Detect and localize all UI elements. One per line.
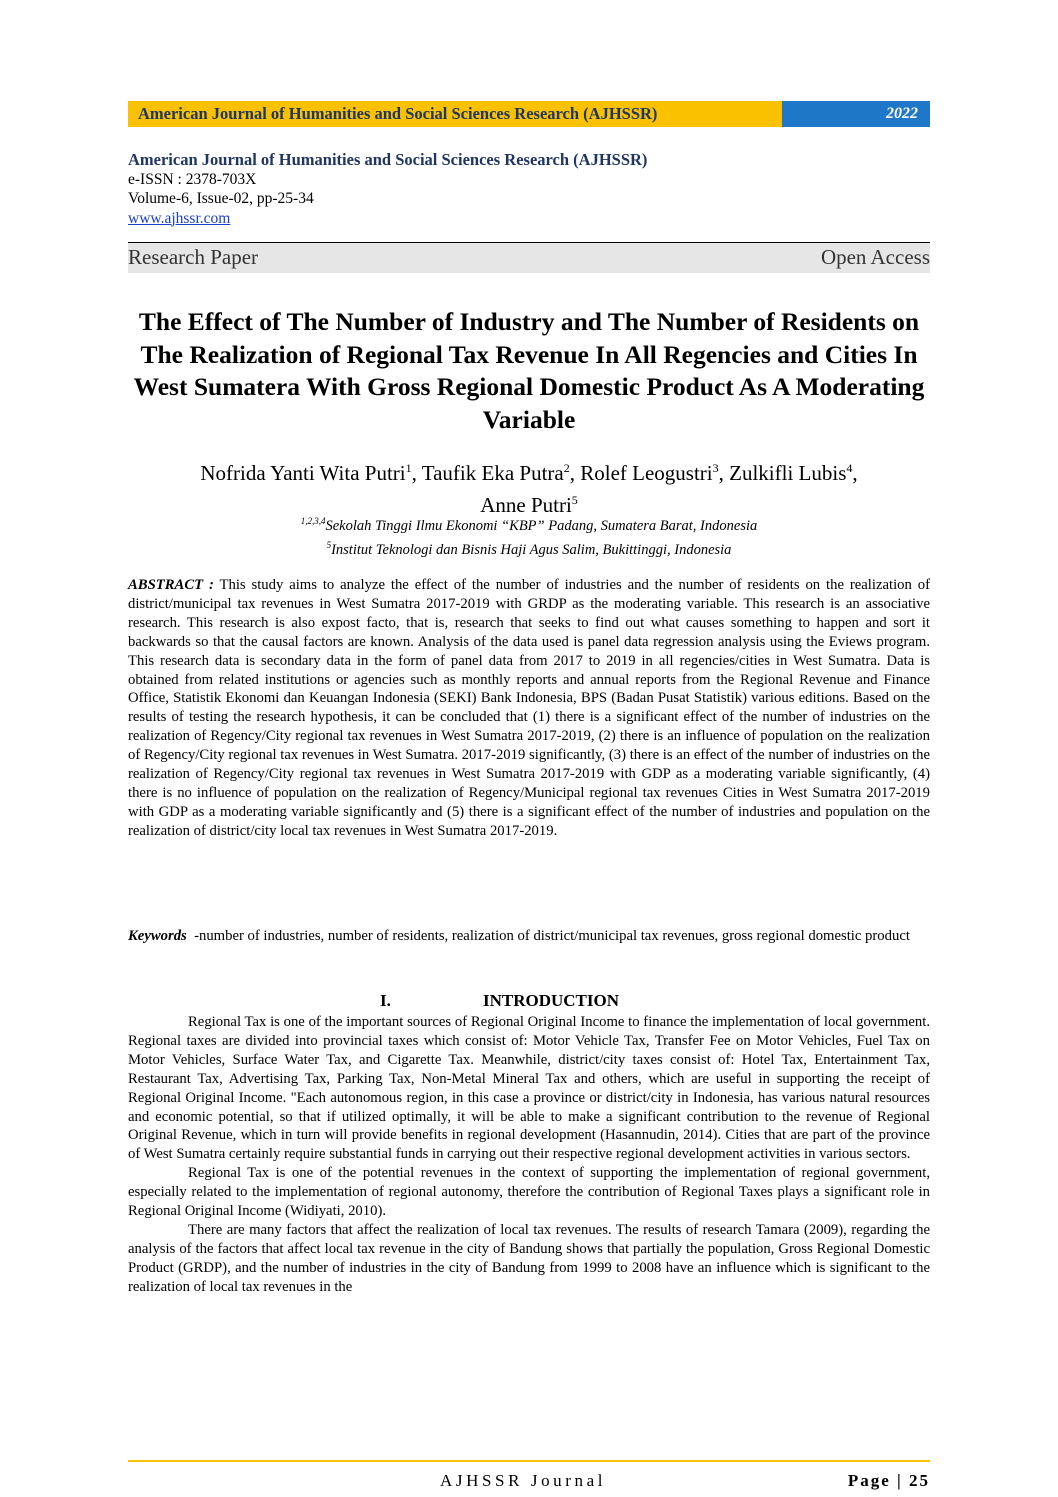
issn: e-ISSN : 2378-703X — [128, 170, 257, 188]
paragraph: There are many factors that affect the realization of local tax revenues. The results of research Tamara (2009), regarding the analysis of the factors that affect local tax revenue in the city of Bandung shows that partially the population, Gross Regional Domestic Product (GRDP), and the number of industries in the city of Bandung from 1999 to 2008 have an influence which is significant to the realization of local tax revenues in the — [128, 1221, 930, 1295]
author-separator: , — [852, 461, 858, 485]
author-separator: , — [411, 461, 422, 485]
abstract-text: This study aims to analyze the effect of the number of industries and the number of residents on the realization of district/municipal tax revenues in West Sumatra 2017-2019 with GRDP as the moderating variable. This research is an associative research. This research is also expost facto, that is, research that seeks to find out what causes something to happen and sort it backwards so that the causal factors are known. Analysis of the data used is panel data regression analysis using the Eviews program. This research data is secondary data in the form of panel data from 2017 to 2019 in all regencies/cities in West Sumatra. Data is obtained from related institutions or agencies such as monthly reports and annual reports from the Regional Revenue and Finance Office, Statistik Ekonomi dan Keuangan Indonesia (SEKI) Bank Indonesia, BPS (Badan Pusat Statistik) various editions. Based on the results of testing the research hypothesis, it can be concluded that (1) there is a significant effect of the number of industries on the realization of Regency/City regional tax revenues in West Sumatra 2017-2019, (2) there is an influence of population on the realization of Regency/City regional tax revenues in West Sumatra. 2017-2019 significantly, (3) there is an effect of the number of industries on the realization of Regency/City regional tax revenues in West Sumatra 2017-2019 with GDP as a moderating variable significantly, (4) there is no influence of population on the realization of Regency/Municipal regional tax revenues Cities in West Sumatra 2017-2019 with GDP as a moderating variable significantly and (5) there is a significant effect of the number of industries and population on the realization of district/city local tax revenues in West Sumatra 2017-2019. — [128, 577, 930, 839]
journal-info — [128, 150, 930, 228]
author-name: Rolef Leogustri — [580, 461, 713, 485]
section-number: I. — [380, 991, 391, 1010]
affiliation-mark: 1,2,3,4 — [300, 516, 326, 526]
author-affiliation-mark: 2 — [563, 461, 570, 475]
affiliation-text: Institut Teknologi dan Bisnis Haji Agus Salim, Bukittinggi, Indonesia — [331, 542, 732, 559]
affiliation-line — [128, 512, 930, 536]
affiliation-text: Sekolah Tinggi Ilmu Ekonomi “KBP” Padang, Sumatera Barat, Indonesia — [325, 517, 758, 534]
journal-header-bar — [128, 101, 930, 127]
access-type: Open Access — [820, 245, 930, 269]
introduction-body — [128, 1013, 930, 1297]
footer-journal-name: AJHSSR Journal — [440, 1471, 607, 1490]
author-name: Taufik Eka Putra — [421, 461, 564, 485]
author-separator: , — [569, 461, 581, 485]
paper-type-row — [128, 242, 930, 273]
journal-header-year: 2022 — [782, 101, 930, 127]
paper-title: The Effect of The Number of Industry and The Number of Residents on The Realization of Regional Tax Revenue In All Regencies and Cities In West Sumatera With Gross Regional Domestic Product As A Moderating Variable — [133, 307, 925, 434]
paragraph: Regional Tax is one of the important sources of Regional Original Income to finance the implementation of local government. Regional taxes are divided into provincial taxes which consist of: Motor Vehicle Tax, Transfer Fee on Motor Vehicles, Fuel Tax on Motor Vehicles, Surface Water Tax, and Cigarette Tax. Meanwhile, district/city taxes consist of: Hotel Tax, Entertainment Tax, Restaurant Tax, Advertising Tax, Parking Tax, Non-Metal Mineral Tax and others, which are useful in supporting the receipt of Regional Original Income. "Each autonomous region, in this case a province or district/city in Indonesia, has various natural resources and economic potential, so that if utilized optimally, it will be able to make a significant contribution to the revenue of Regional Original Revenue, which in turn will provide benefits in regional development (Hasannudin, 2014). Cities that are part of the province of West Sumatra certainly require substantial funds in carrying out their respective regional development activities in various sectors. — [128, 1014, 930, 1163]
author-affiliation-mark: 5 — [571, 493, 578, 507]
paragraph: Regional Tax is one of the potential revenues in the context of supporting the implementation of regional government, especially related to the implementation of regional autonomy, therefore the contribution of Regional Taxes plays a significant role in Regional Original Income (Widiyati, 2010). — [128, 1165, 930, 1220]
journal-title: American Journal of Humanities and Social Sciences Research (AJHSSR) — [128, 150, 648, 169]
keywords-label: Keywords — [128, 928, 187, 944]
author-separator: , — [718, 461, 730, 485]
journal-website-link[interactable]: www.ajhssr.com — [128, 209, 231, 227]
volume-issue: Volume-6, Issue-02, pp-25-34 — [128, 190, 314, 207]
keywords — [128, 927, 930, 946]
abstract — [128, 576, 930, 841]
abstract-label: ABSTRACT : — [128, 577, 214, 593]
author-name: Zulkifli Lubis — [729, 461, 847, 485]
author-list — [128, 455, 930, 519]
keywords-text: -number of industries, number of residents, realization of district/municipal tax revenues, gross regional domestic product — [194, 928, 910, 944]
paper-type: Research Paper — [128, 245, 259, 269]
affiliation-mark: 5 — [326, 540, 332, 551]
author-name: Anne Putri — [480, 493, 572, 517]
affiliation-line — [128, 536, 930, 560]
footer-page-number: Page | 25 — [847, 1471, 930, 1490]
section-title: INTRODUCTION — [483, 991, 620, 1010]
journal-header-name: American Journal of Humanities and Social Sciences Research (AJHSSR) — [128, 101, 782, 127]
affiliation-list — [128, 512, 930, 561]
footer-divider — [128, 1460, 930, 1462]
author-affiliation-mark: 4 — [846, 461, 853, 475]
author-affiliation-mark: 3 — [712, 461, 719, 475]
author-affiliation-mark: 1 — [405, 461, 412, 475]
author-name: Nofrida Yanti Wita Putri — [200, 461, 406, 485]
